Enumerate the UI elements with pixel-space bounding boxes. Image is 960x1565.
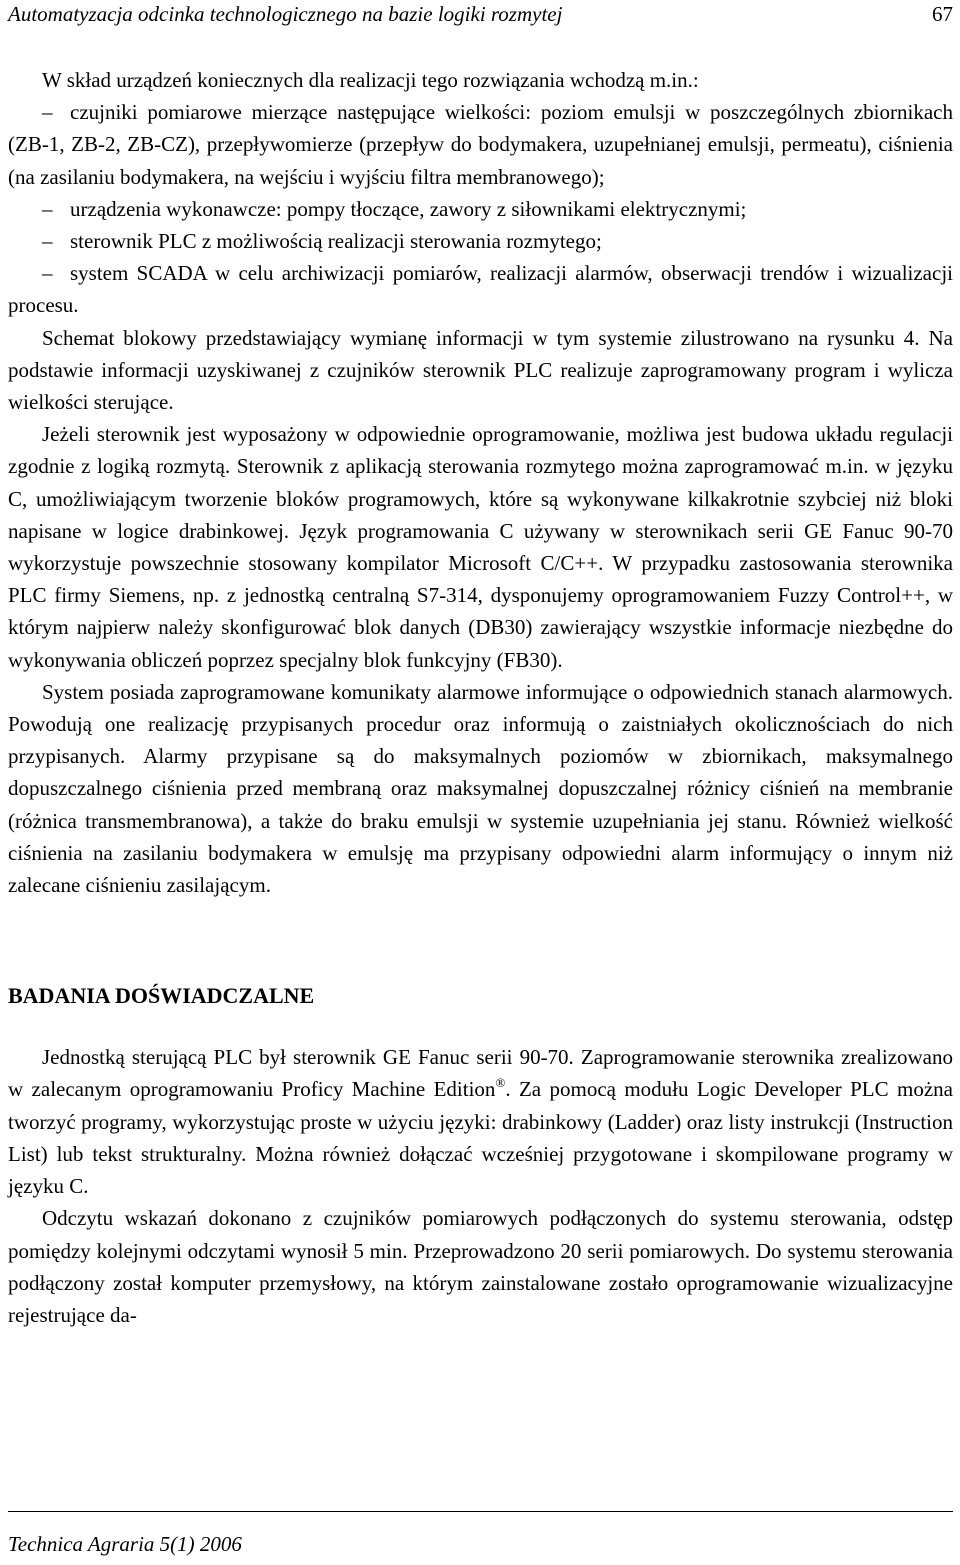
registered-mark: ® [495, 1075, 506, 1091]
paragraph-plc-unit [8, 1041, 953, 1202]
list-item-text: urządzenia wykonawcze: pompy tłoczące, zawory z siłownikami elektrycznymi; [70, 196, 747, 221]
list-dash: – [42, 196, 53, 221]
paragraph-measurements: Odczytu wskazań dokonano z czujników pomiarowych podłączonych do systemu sterowania, odstęp pomiędzy kolejnymi odczytami wynosił 5 min. Przeprowadzono 20 serii pomiarowych. Do systemu sterowania podłączony został komputer przemysłowy, na którym zainstalowane zostało oprogramowanie wizualizacyjne rejestrujące da- [8, 1206, 953, 1327]
list-item [8, 257, 953, 321]
document-page [8, 0, 953, 1565]
list-item [8, 193, 953, 225]
list-item [8, 96, 953, 193]
footer-divider [8, 1511, 953, 1512]
list-dash: – [42, 100, 53, 125]
intro-paragraph: W skład urządzeń koniecznych dla realizacji tego rozwiązania wchodzą m.in.: [42, 68, 699, 92]
list-item-text: system SCADA w celu archiwizacji pomiarów, realizacji alarmów, obserwacji trendów i wizualizacji procesu. [8, 261, 953, 318]
paragraph-schema: Schemat blokowy przedstawiający wymianę informacji w tym systemie zilustrowano na rysunku 4. Na podstawie informacji uzyskiwanej z czujników sterownik PLC realizuje zaprogramowany program i wylicza wielkości sterujące. [8, 325, 953, 415]
list-item-text: sterownik PLC z możliwością realizacji sterowania rozmytego; [70, 229, 602, 254]
list-item [8, 225, 953, 257]
running-header [8, 2, 953, 32]
section-heading: BADANIA DOŚWIADCZALNE [8, 983, 315, 1009]
paragraph-alarms: System posiada zaprogramowane komunikaty alarmowe informujące o odpowiednich stanach alarmowych. Powodują one realizację przypisanych procedur oraz informują o zaistniałych okolicznościach do nich przypisanych. Alarmy przypisane są do maksymalnych poziomów w zbiornikach, maksymalnego dopuszczalnego ciśnienia przed membraną oraz maksymalnej dopuszczalnej różnicy ciśnień na membranie (różnica transmembranowa), a także do braku emulsji w systemie uzupełniania jej stanu. Również wielkość ciśnienia na zasilaniu bodymakera w emulsję ma przypisany odpowiedni alarm informujący o innym niż zalecane ciśnieniu zasilającym. [8, 679, 953, 898]
page-number: 67 [932, 2, 953, 26]
body-text [8, 64, 953, 1331]
journal-footer: Technica Agraria 5(1) 2006 [8, 1532, 242, 1556]
list-dash: – [42, 261, 53, 286]
list-item-text: czujniki pomiarowe mierzące następujące wielkości: poziom emulsji w poszczególnych zbiornikach (ZB-1, ZB-2, ZB-CZ), przepływomierze (przepływ do bodymakera, uzupełnianej emulsji, permeatu), ciśnienia (na zasilaniu bodymakera, na wejściu i wyjściu filtra membranowego); [8, 100, 953, 189]
running-title: Automatyzacja odcinka technologicznego na bazie logiki rozmytej [8, 2, 563, 26]
list-dash: – [42, 229, 53, 254]
paragraph-fuzzy-logic: Jeżeli sterownik jest wyposażony w odpowiednie oprogramowanie, możliwa jest budowa układu regulacji zgodnie z logiką rozmytą. Sterownik z aplikacją sterowania rozmytego można zaprogramować m.in. w języku C, umożliwiającym tworzenie bloków programowych, które są wykonywane kilkakrotnie szybciej niż bloki napisane w logice drabinkowej. Język programowania C używany w sterownikach serii GE Fanuc 90-70 wykorzystuje powszechnie stosowany kompilator Microsoft C/C++. W przypadku zastosowania sterownika PLC firmy Siemens, np. z jednostką centralną S7-314, dysponujemy oprogramowaniem Fuzzy Control++, w którym najpierw należy skonfigurować blok danych (DB30) zawierający wszystkie informacje niezbędne do wykonywania obliczeń poprzez specjalny blok funkcyjny (FB30). [8, 422, 953, 672]
paragraph-text: . Za pomocą modułu Logic Developer PLC można tworzyć programy, wykorzystując proste w użyciu języki: drabinkowy (Ladder) oraz listy instrukcji (Instruction List) lub tekst strukturalny. Można również dołączać wcześniej przygotowane i skompilowane programy w języku C. [8, 1077, 953, 1199]
paragraph-text: Jednostką sterującą PLC był sterownik GE Fanuc serii 90-70. Zaprogramowanie sterownika zrealizowano w zalecanym oprogramowaniu Proficy Machine Edition [8, 1045, 953, 1102]
